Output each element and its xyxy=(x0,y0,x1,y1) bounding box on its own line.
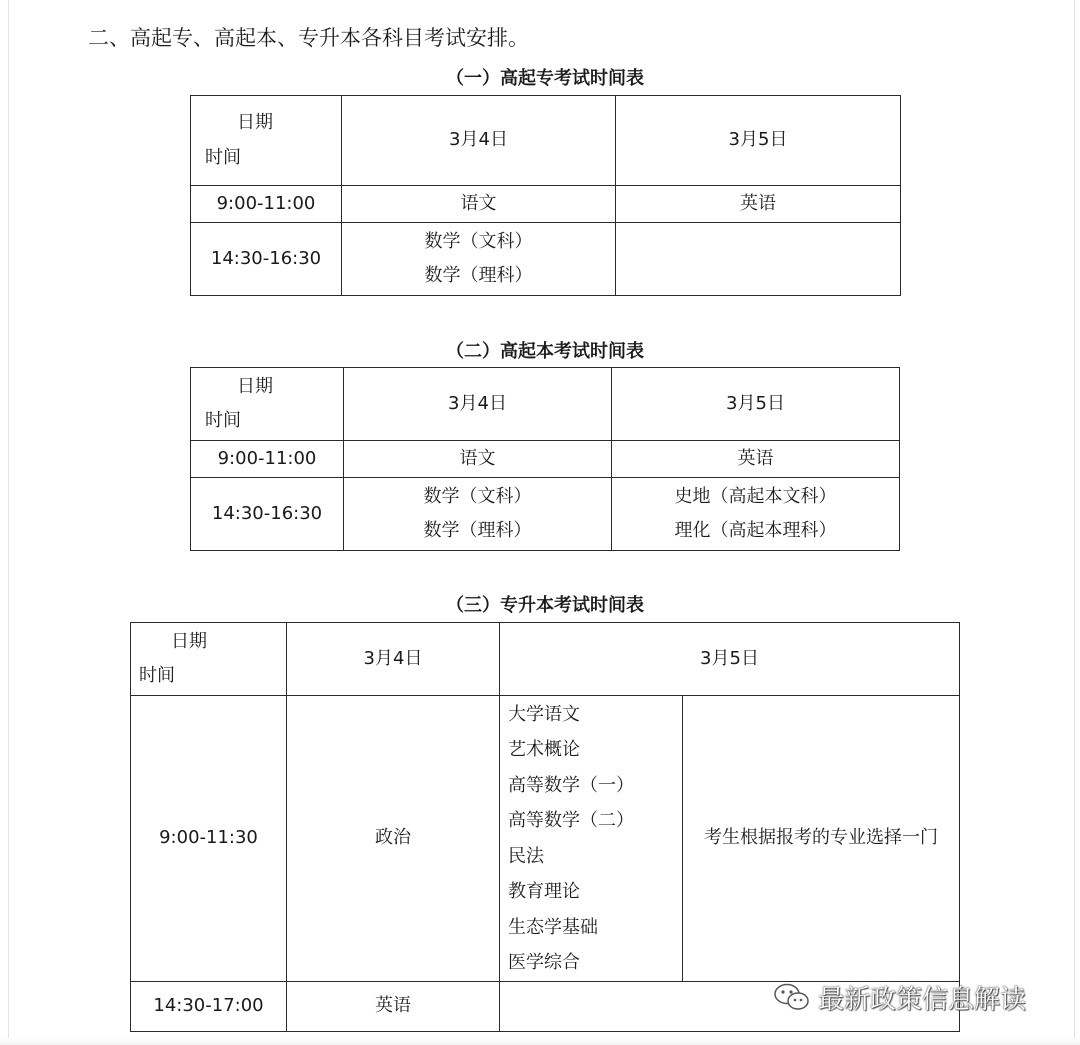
table3-caption: （三）专升本考试时间表 xyxy=(446,595,644,616)
corner-date-label: 日期 xyxy=(237,375,273,397)
page-frame-right xyxy=(1074,0,1075,1045)
table2-row2-day2 xyxy=(612,478,900,551)
subject-item: 教育理论 xyxy=(508,881,580,902)
table1-row1-day1: 语文 xyxy=(342,186,616,223)
corner-time-label: 时间 xyxy=(205,410,241,431)
table1-row2-day1 xyxy=(342,223,616,296)
corner-date-label: 日期 xyxy=(171,630,207,652)
corner-date-label: 日期 xyxy=(237,112,273,134)
table1-row1-day2: 英语 xyxy=(616,186,901,223)
wechat-icon xyxy=(772,982,812,1012)
subject-item: 高等数学（二） xyxy=(508,810,634,831)
table1-date1-header: 3月4日 xyxy=(342,96,616,186)
table2-row1-day1: 语文 xyxy=(344,441,612,478)
gaoqizhuan-schedule-table xyxy=(190,95,901,296)
subject-item: 民法 xyxy=(508,845,544,867)
subject-item: 大学语文 xyxy=(508,703,580,725)
watermark-text: 最新政策信息解读 xyxy=(818,984,1027,1015)
subject-line: 史地（高起本文科） xyxy=(674,485,837,507)
subject-item: 艺术概论 xyxy=(508,739,580,760)
table2-row1-time: 9:00-11:00 xyxy=(191,441,344,478)
subject-item: 生态学基础 xyxy=(508,916,598,938)
subject-line: 数学（文科） xyxy=(424,230,533,252)
subject-line: 数学（文科） xyxy=(423,485,532,507)
subject-line: 数学（理科） xyxy=(423,520,532,541)
table2-row2-time: 14:30-16:30 xyxy=(191,478,344,551)
table2-date2-header: 3月5日 xyxy=(612,368,900,441)
table3-afternoon-day1: 英语 xyxy=(287,982,500,1032)
table3-morning-time: 9:00-11:30 xyxy=(131,696,287,982)
table2-row1-day2: 英语 xyxy=(612,441,900,478)
table3-morning-subject-list xyxy=(500,696,683,982)
table2-row2-day1 xyxy=(344,478,612,551)
table3-date1-header: 3月4日 xyxy=(287,623,500,696)
table3-corner-cell xyxy=(131,623,287,696)
table3-afternoon-time: 14:30-17:00 xyxy=(131,982,287,1032)
subject-item: 高等数学（一） xyxy=(508,774,634,796)
table3-morning-day1: 政治 xyxy=(287,696,500,982)
watermark xyxy=(772,980,1026,1014)
page-frame-left xyxy=(8,0,9,1045)
gaoqiben-schedule-table xyxy=(190,367,900,551)
next-line-fragment xyxy=(0,1038,1080,1045)
table1-date2-header: 3月5日 xyxy=(616,96,901,186)
zhuanshengben-schedule-table xyxy=(130,622,960,1032)
table3-morning-note: 考生根据报考的专业选择一门 xyxy=(683,696,960,982)
corner-time-label: 时间 xyxy=(205,146,241,168)
section-heading: 二、高起专、高起本、专升本各科目考试安排。 xyxy=(88,26,529,50)
table2-date1-header: 3月4日 xyxy=(344,368,612,441)
table1-row2-time: 14:30-16:30 xyxy=(191,223,342,296)
table3-date2-header: 3月5日 xyxy=(500,623,960,696)
subject-item: 医学综合 xyxy=(508,952,580,973)
subject-line: 数学（理科） xyxy=(424,265,533,286)
table2-caption: （二）高起本考试时间表 xyxy=(446,341,644,362)
table2-corner-cell xyxy=(191,368,344,441)
table1-row1-time: 9:00-11:00 xyxy=(191,186,342,223)
table1-row2-day2-empty xyxy=(616,223,901,296)
subject-line: 理化（高起本理科） xyxy=(674,520,837,541)
table1-corner-cell xyxy=(191,96,342,186)
previous-line-fragment xyxy=(0,0,1080,4)
corner-time-label: 时间 xyxy=(139,665,175,686)
table1-caption: （一）高起专考试时间表 xyxy=(446,68,644,89)
